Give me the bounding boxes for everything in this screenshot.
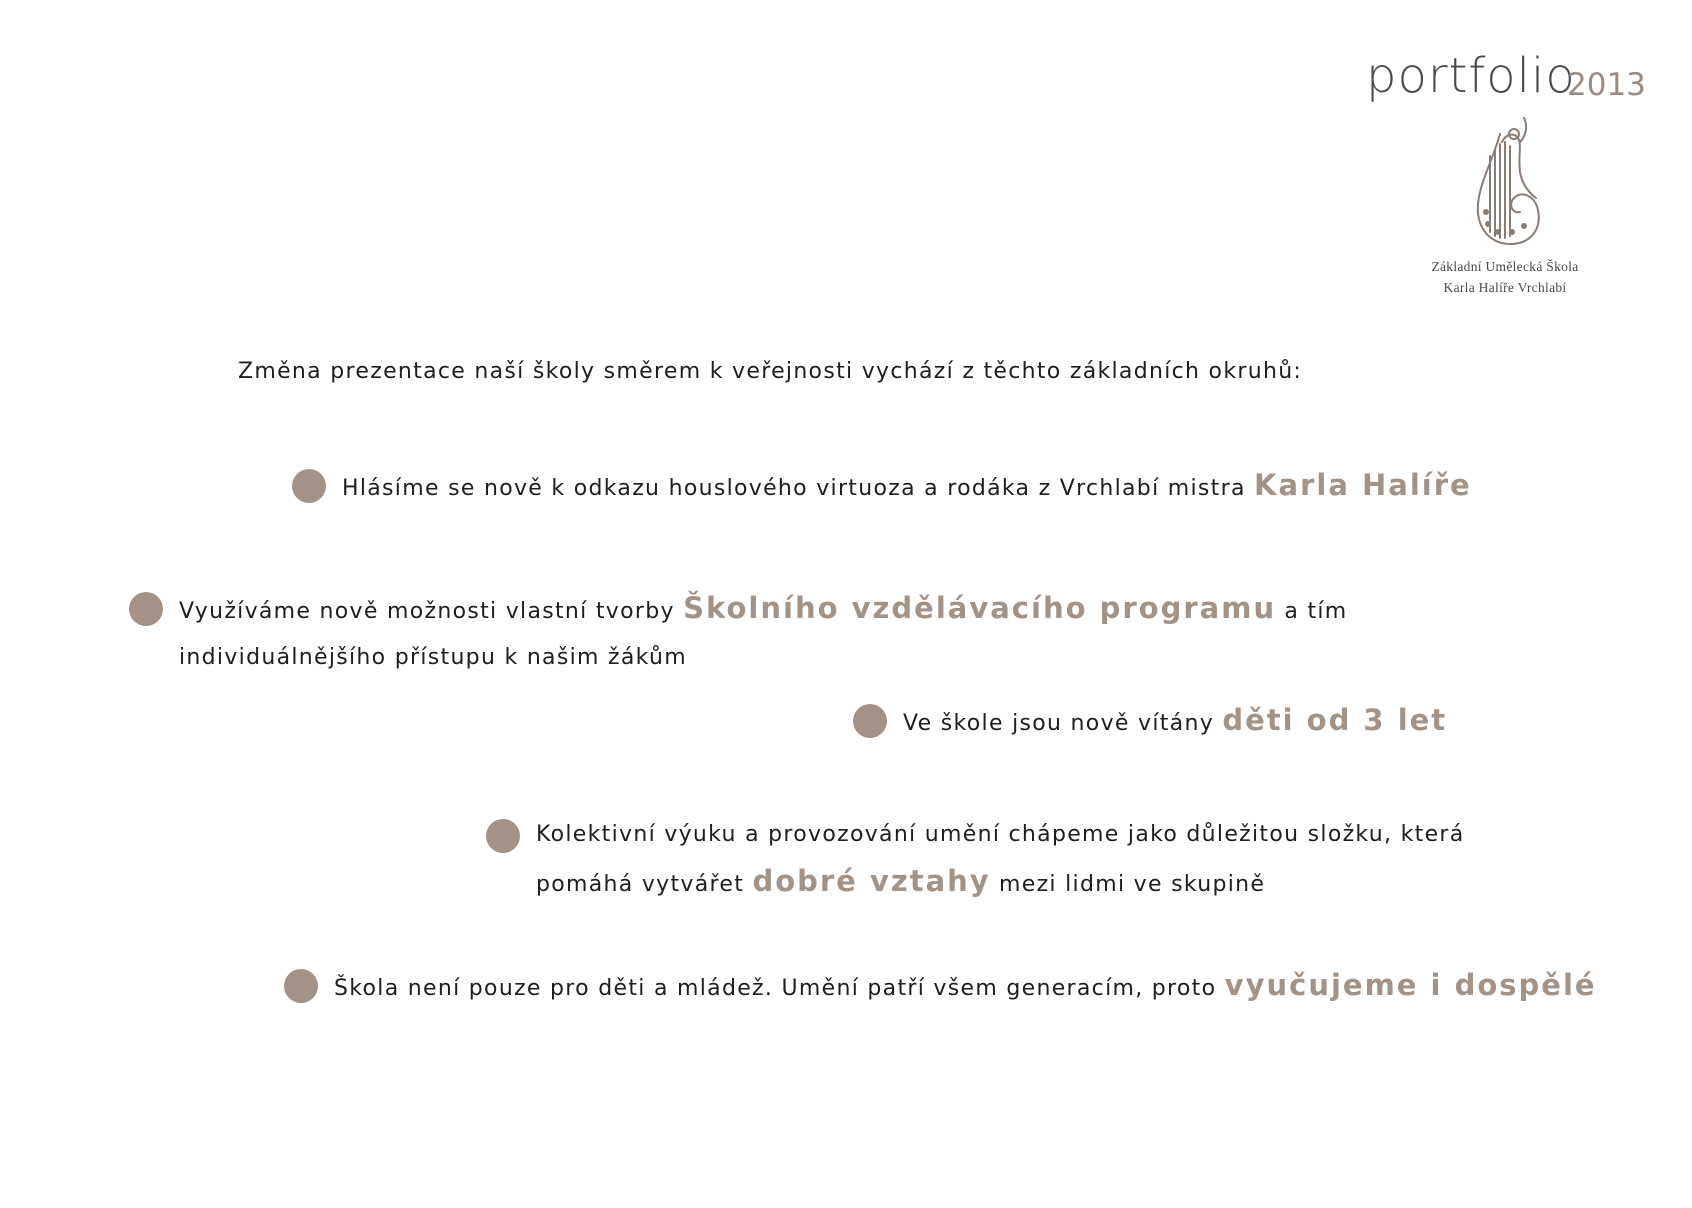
school-logo-icon (1462, 112, 1558, 248)
item-text: Hlásíme se nově k odkazu houslového virtuoza a rodáka z Vrchlabí mistra (342, 476, 1255, 501)
intro-text: Změna prezentace naší školy směrem k veřejnosti vychází z těchto základních okruhů: (238, 359, 1303, 384)
bullet-dot-icon (284, 969, 318, 1003)
item-text: Využíváme nově možnosti vlastní tvorby (179, 599, 684, 624)
list-item (342, 462, 1472, 512)
portfolio-year: 2013 (1567, 67, 1646, 103)
item-text: Kolektivní výuku a provozování umění chápeme jako důležitou složku, která pomáhá vytvářet (536, 822, 1465, 897)
logo-text-line-1: Základní Umělecká Škola (1431, 259, 1579, 274)
list-item (903, 697, 1447, 747)
portfolio-heading: portfolio (1366, 48, 1576, 104)
list-item (334, 962, 1597, 1012)
list-item (536, 812, 1486, 908)
bullet-dot-icon (292, 469, 326, 503)
item-highlight: děti od 3 let (1222, 703, 1448, 737)
item-text: Ve škole jsou nově vítány (903, 711, 1223, 736)
bullet-dot-icon (486, 819, 520, 853)
bullet-dot-icon (853, 704, 887, 738)
item-highlight: Karla Halíře (1254, 468, 1472, 502)
item-text-after: a tím individuálnějšího přístupu k našim žákům (179, 599, 1348, 670)
item-highlight: dobré vztahy (752, 864, 991, 898)
item-text-after: mezi lidmi ve skupině (990, 872, 1266, 897)
item-highlight: Školního vzdělávacího programu (683, 591, 1277, 625)
logo-text-line-2: Karla Halíře Vrchlabí (1443, 280, 1567, 295)
list-item (179, 585, 1489, 681)
item-highlight: vyučujeme i dospělé (1224, 968, 1597, 1002)
item-text: Škola není pouze pro děti a mládež. Umění patří všem generacím, proto (334, 976, 1225, 1001)
bullet-dot-icon (129, 592, 163, 626)
